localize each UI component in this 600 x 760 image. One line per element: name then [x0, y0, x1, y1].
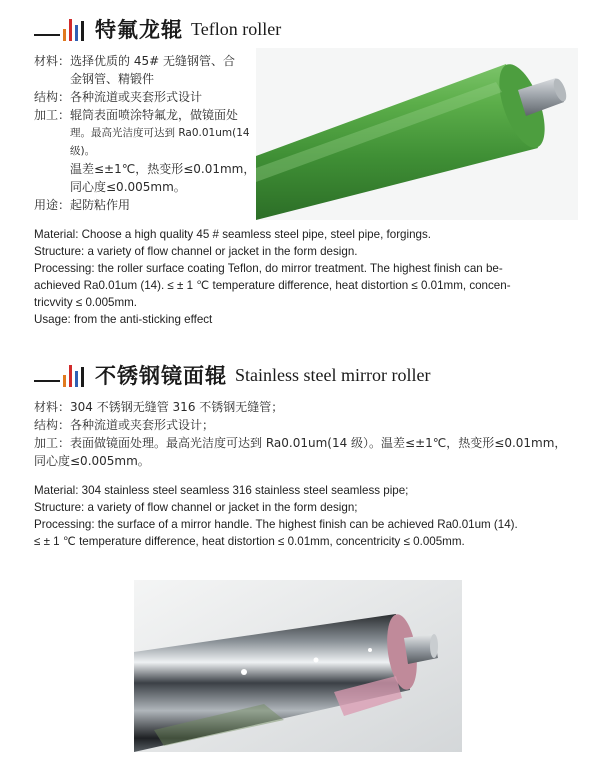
teflon-roller-image: [256, 48, 578, 220]
teflon-spec-cn: [34, 52, 264, 214]
section-logo-icon: [34, 17, 87, 41]
en-line: Structure: a variety of flow channel or jacket in the form design;: [34, 501, 358, 514]
en-line: Processing: the surface of a mirror handle. The highest finish can be achieved Ra0.01um (14).: [34, 518, 518, 531]
section-title-cn: 特氟龙辊: [95, 18, 183, 42]
spec-row: 结构： 各种流道或夹套形式设计: [34, 90, 203, 104]
spec-row: 温差≤±1℃，热变形≤0.01mm，: [70, 162, 256, 176]
stainless-roller-photo: [134, 580, 462, 752]
teflon-roller-photo: [256, 48, 578, 220]
spec-row: 材料： 304 不锈钢无缝管 316 不锈钢无缝管；: [34, 400, 284, 414]
teflon-spec-en: [34, 226, 511, 328]
en-line: Material: Choose a high quality 45 # seamless steel pipe, steel pipe, forgings.: [34, 228, 431, 241]
stainless-spec-cn: [34, 398, 594, 470]
en-line: ≤ ± 1 ℃ temperature difference, heat distortion ≤ 0.01mm, concentricity ≤ 0.005mm.: [34, 535, 465, 548]
spec-row: 金钢管、精锻件: [70, 72, 155, 86]
en-line: Processing: the roller surface coating Teflon, do mirror treatment. The highest finish can be-: [34, 262, 503, 275]
spec-row: 材料： 选择优质的 45# 无缝钢管、合: [34, 54, 235, 68]
spec-row: 同心度≤0.005mm。: [34, 454, 150, 468]
section-header-teflon: [34, 14, 281, 44]
section-logo-icon: [34, 363, 87, 387]
section-title-en: Teflon roller: [191, 18, 282, 39]
spec-row: 结构： 各种流道或夹套形式设计；: [34, 418, 215, 432]
en-line: Usage: from the anti-sticking effect: [34, 313, 213, 326]
section-title-en: Stainless steel mirror roller: [235, 364, 431, 385]
en-line: Structure: a variety of flow channel or jacket in the form design.: [34, 245, 358, 258]
en-line: achieved Ra0.01um (14). ≤ ± 1 ℃ temperature difference, heat distortion ≤ 0.01mm, concen-: [34, 279, 511, 292]
spec-row: 加工： 表面做镜面处理。最高光洁度可达到 Ra0.01um(14 级）。温差≤±1℃，热变形≤0.01mm，: [34, 436, 567, 450]
spec-row: 用途： 起防粘作用: [34, 198, 131, 212]
stainless-roller-image: [134, 580, 462, 752]
stainless-spec-en: [34, 482, 518, 550]
section-title-cn: 不锈钢镜面辊: [95, 364, 227, 388]
spec-row: 加工： 辊筒表面喷涂特氟龙，做镜面处: [34, 108, 239, 122]
spec-row: 理。最高光洁度可达到 Ra0.01um(14级)。: [70, 127, 250, 157]
en-line: tricvvity ≤ 0.005mm.: [34, 296, 137, 309]
section-header-stainless: [34, 360, 430, 390]
spec-row: 同心度≤0.005mm。: [70, 180, 186, 194]
en-line: Material: 304 stainless steel seamless 316 stainless steel seamless pipe;: [34, 484, 409, 497]
